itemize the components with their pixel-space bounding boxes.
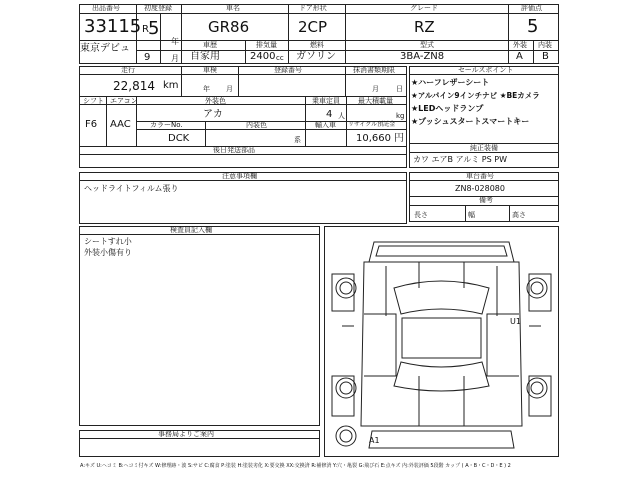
wheel-rear-left bbox=[336, 378, 356, 398]
inspector-line: シートすれ小 bbox=[84, 237, 132, 246]
type-value: 3BA-ZN8 bbox=[400, 51, 445, 62]
recycle-label: リサイクル預託金 bbox=[348, 121, 396, 128]
capacity-label: 乗車定員 bbox=[312, 97, 340, 105]
first-reg-month: 9 bbox=[144, 52, 151, 63]
exterior-label: 外装 bbox=[513, 41, 527, 49]
windshield-outline bbox=[394, 281, 489, 314]
capacity-value: 4 bbox=[326, 109, 333, 120]
type-label: 型式 bbox=[420, 41, 434, 49]
height-label: 高さ bbox=[512, 211, 526, 219]
ac-label: エアコン bbox=[110, 97, 138, 105]
legend-text: A:キズ U:ヘコミ B:ヘコミ付キズ W:修理跡・波 S:サビ C:腐食 P:塗装 H:塗装劣化 X:要交換 XX:交換済 R:補修済 Y:穴・亀裂 G:飛び石 E:点キズ 内:外装評価 5段階 カップ ( A・B・C・D・E ) 2 bbox=[80, 463, 511, 469]
year-unit: 年 bbox=[171, 37, 179, 46]
first-reg-era: R bbox=[142, 24, 149, 35]
mileage-value: 22,814 bbox=[113, 79, 155, 93]
roof-outline bbox=[402, 318, 481, 358]
dealer-name: 東京デビュ bbox=[80, 43, 130, 54]
chassis-label: 車台番号 bbox=[466, 172, 494, 180]
usage-value: 自家用 bbox=[190, 51, 220, 62]
recycle-unit: 円 bbox=[394, 133, 404, 144]
notes-label: 注意事項欄 bbox=[222, 172, 257, 180]
mileage-unit: km bbox=[163, 80, 179, 91]
interior-color-unit: 系 bbox=[294, 136, 301, 144]
wheel-spare bbox=[336, 426, 356, 446]
aftermarket-label: 後日発送部品 bbox=[213, 146, 255, 154]
displacement-value: 2400 bbox=[250, 51, 276, 62]
score-label: 評価点 bbox=[521, 4, 542, 12]
lot-no-label: 出品番号 bbox=[92, 4, 120, 12]
fuel-label: 燃料 bbox=[310, 41, 324, 49]
width-label: 幅 bbox=[468, 211, 475, 219]
lot-no: 33115 bbox=[84, 16, 142, 37]
doors-label: ドア形状 bbox=[299, 4, 327, 12]
mileage-label: 走行 bbox=[121, 66, 135, 74]
interior-color-label: 内装色 bbox=[246, 121, 267, 129]
equipment-value: カワ エアB アルミ PS PW bbox=[413, 155, 507, 164]
max-load-unit: kg bbox=[396, 112, 405, 120]
wheel-front-right bbox=[527, 278, 547, 298]
inspector-label: 検査員記入欄 bbox=[170, 226, 212, 234]
equipment-label: 純正装備 bbox=[470, 144, 498, 152]
rear-bumper-outline bbox=[369, 431, 514, 448]
selling-point-item: ★ハーフレザーシート bbox=[411, 78, 490, 87]
chassis-value: ZN8-028080 bbox=[455, 184, 505, 193]
inspection-label: 車検 bbox=[203, 66, 217, 74]
color-value: アカ bbox=[203, 109, 223, 120]
first-reg-year: 5 bbox=[148, 18, 160, 39]
capacity-unit: 人 bbox=[338, 112, 345, 120]
grade-value: RZ bbox=[414, 18, 435, 36]
dereg-month-unit: 月 bbox=[372, 85, 379, 93]
dereg-day-unit: 日 bbox=[396, 85, 403, 93]
import-label: 輸入車 bbox=[315, 121, 336, 129]
rear-glass-outline bbox=[394, 362, 489, 391]
office-label: 事務局よりご案内 bbox=[158, 430, 214, 438]
color-label: 外装色 bbox=[205, 97, 226, 105]
fuel-value: ガソリン bbox=[296, 51, 336, 62]
doors-value: 2CP bbox=[298, 18, 328, 36]
score-value: 5 bbox=[527, 16, 539, 37]
displacement-label: 排気量 bbox=[256, 41, 277, 49]
wheel-front-left bbox=[336, 278, 356, 298]
model-label: 車名 bbox=[226, 4, 240, 12]
dereg-label: 抹消書類期限 bbox=[353, 66, 395, 74]
roof-front-outline bbox=[369, 242, 514, 262]
selling-points-label: セールスポイント bbox=[458, 66, 514, 74]
car-diagram bbox=[324, 226, 559, 457]
month-unit: 月 bbox=[171, 54, 179, 63]
inspection-month-unit: 月 bbox=[226, 85, 233, 93]
grade-label: グレード bbox=[410, 4, 438, 12]
color-no-label: カラーNo. bbox=[150, 121, 183, 129]
exterior-grade: A bbox=[516, 51, 523, 62]
inspection-year-unit: 年 bbox=[203, 85, 210, 93]
length-label: 長さ bbox=[414, 211, 428, 219]
selling-point-item: ★アルパイン9インチナビ ★BEカメラ bbox=[411, 91, 540, 100]
model-name: GR86 bbox=[208, 18, 250, 36]
ac-value: AAC bbox=[110, 119, 131, 130]
damage-mark-u1: U1 bbox=[510, 317, 521, 326]
inspector-line: 外装小傷有り bbox=[84, 248, 132, 257]
damage-mark-a1: A1 bbox=[369, 436, 380, 445]
selling-point-item: ★LEDヘッドランプ bbox=[411, 104, 484, 113]
usage-label: 車歴 bbox=[203, 41, 217, 49]
interior-label: 内装 bbox=[538, 41, 552, 49]
interior-grade: B bbox=[542, 51, 549, 62]
recycle-fee: 10,660 bbox=[356, 133, 391, 144]
displacement-unit: cc bbox=[276, 54, 284, 62]
car-body-outline bbox=[361, 262, 522, 426]
selling-point-item: ★プッシュスタートスマートキー bbox=[411, 117, 530, 126]
remarks-label: 備考 bbox=[479, 196, 493, 204]
shift-value: F6 bbox=[85, 119, 98, 130]
notes-text: ヘッドライトフィルム張り bbox=[84, 184, 179, 193]
wheel-rear-right bbox=[527, 378, 547, 398]
shift-label: シフト bbox=[83, 97, 104, 105]
max-load-label: 最大積載量 bbox=[358, 97, 393, 105]
color-no-value: DCK bbox=[168, 133, 190, 144]
reg-no-label: 登録番号 bbox=[274, 66, 302, 74]
first-reg-label: 初度登録 bbox=[144, 4, 172, 12]
